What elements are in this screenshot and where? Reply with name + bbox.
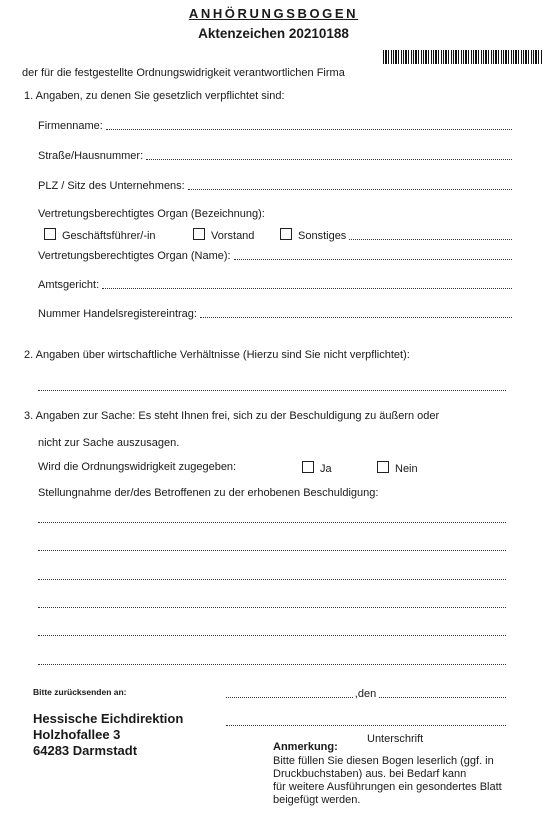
option-sonstiges-label: Sonstiges [298, 230, 347, 242]
note-title: Anmerkung: [273, 741, 338, 753]
option-vorstand[interactable] [193, 228, 254, 242]
postcode-field[interactable] [38, 180, 512, 192]
option-no-label: Nein [395, 463, 418, 475]
street-field[interactable] [38, 150, 512, 162]
court-field[interactable] [38, 279, 512, 291]
option-yes-label: Ja [320, 463, 332, 475]
postcode-line[interactable] [188, 188, 512, 190]
signature-line[interactable] [226, 724, 506, 726]
organ-name-field[interactable] [38, 250, 512, 262]
admission-question: Wird die Ordnungswidrigkeit zugegeben: [38, 461, 237, 473]
address-line-2: Holzhofallee 3 [33, 727, 121, 742]
register-field[interactable] [38, 308, 512, 320]
street-line[interactable] [146, 158, 512, 160]
note-line-1: Bitte füllen Sie diesen Bogen leserlich (ggf. in [273, 755, 494, 767]
statement-line-2[interactable] [38, 549, 506, 551]
company-name-line[interactable] [106, 128, 512, 130]
option-geschaeftsfuehrer-label: Geschäftsführer/-in [62, 230, 156, 242]
checkbox-geschaeftsfuehrer[interactable] [44, 228, 56, 240]
case-number: Aktenzeichen 20210188 [198, 26, 349, 41]
section2-heading: 2. Angaben über wirtschaftliche Verhältnisse (Hierzu sind Sie nicht verpflichtet): [24, 349, 410, 361]
statement-label: Stellungnahme der/des Betroffenen zu der erhobenen Beschuldigung: [38, 487, 379, 499]
finances-line[interactable] [38, 389, 506, 391]
statement-line-1[interactable] [38, 521, 506, 523]
barcode [383, 50, 543, 64]
company-name-field[interactable] [38, 120, 512, 132]
return-address [33, 711, 183, 759]
register-line[interactable] [200, 316, 512, 318]
section3-heading-line2: nicht zur Sache auszusagen. [38, 437, 180, 449]
address-line-3: 64283 Darmstadt [33, 743, 138, 758]
checkbox-no[interactable] [377, 461, 389, 473]
checkbox-sonstiges[interactable] [280, 228, 292, 240]
option-vorstand-label: Vorstand [211, 230, 255, 242]
option-yes[interactable] [302, 461, 332, 475]
option-no[interactable] [377, 461, 418, 475]
organ-name-line[interactable] [234, 258, 512, 260]
address-line-1: Hessische Eichdirektion [33, 711, 184, 726]
note-line-3: für weitere Ausführungen ein gesondertes Blatt [273, 781, 502, 793]
form-title: ANHÖRUNGSBOGEN [188, 6, 359, 21]
street-label: Straße/Hausnummer: [38, 150, 144, 162]
place-date-field[interactable] [226, 688, 506, 700]
section1-heading: 1. Angaben, zu denen Sie gesetzlich verpflichtet sind: [24, 90, 285, 102]
checkbox-yes[interactable] [302, 461, 314, 473]
option-sonstiges[interactable] [280, 228, 512, 242]
date-separator: ,den [354, 688, 377, 700]
statement-line-3[interactable] [38, 578, 506, 580]
organ-name-label: Vertretungsberechtigtes Organ (Name): [38, 250, 231, 262]
sonstiges-line[interactable] [349, 238, 512, 240]
place-line[interactable] [226, 696, 353, 698]
note-line-2: Druckbuchstaben) aus. bei Bedarf kann [273, 768, 467, 780]
note-line-4: beigefügt werden. [273, 794, 361, 806]
statement-line-5[interactable] [38, 634, 506, 636]
court-label: Amtsgericht: [38, 279, 100, 291]
organ-type-label: Vertretungsberechtigtes Organ (Bezeichnung): [38, 208, 265, 220]
intro-text: der für die festgestellte Ordnungswidrigkeit verantwortlichen Firma [22, 67, 345, 79]
statement-line-4[interactable] [38, 606, 506, 608]
date-line[interactable] [379, 696, 506, 698]
checkbox-vorstand[interactable] [193, 228, 205, 240]
court-line[interactable] [102, 287, 512, 289]
return-label: Bitte zurücksenden an: [33, 687, 127, 697]
option-geschaeftsfuehrer[interactable] [44, 228, 156, 242]
register-label: Nummer Handelsregistereintrag: [38, 308, 197, 320]
signature-label: Unterschrift [367, 733, 424, 745]
section3-heading-line1: 3. Angaben zur Sache: Es steht Ihnen frei, sich zu der Beschuldigung zu äußern oder [24, 410, 440, 422]
statement-line-6[interactable] [38, 663, 506, 665]
company-name-label: Firmenname: [38, 120, 103, 132]
note-text [273, 755, 535, 807]
postcode-label: PLZ / Sitz des Unternehmens: [38, 180, 185, 192]
